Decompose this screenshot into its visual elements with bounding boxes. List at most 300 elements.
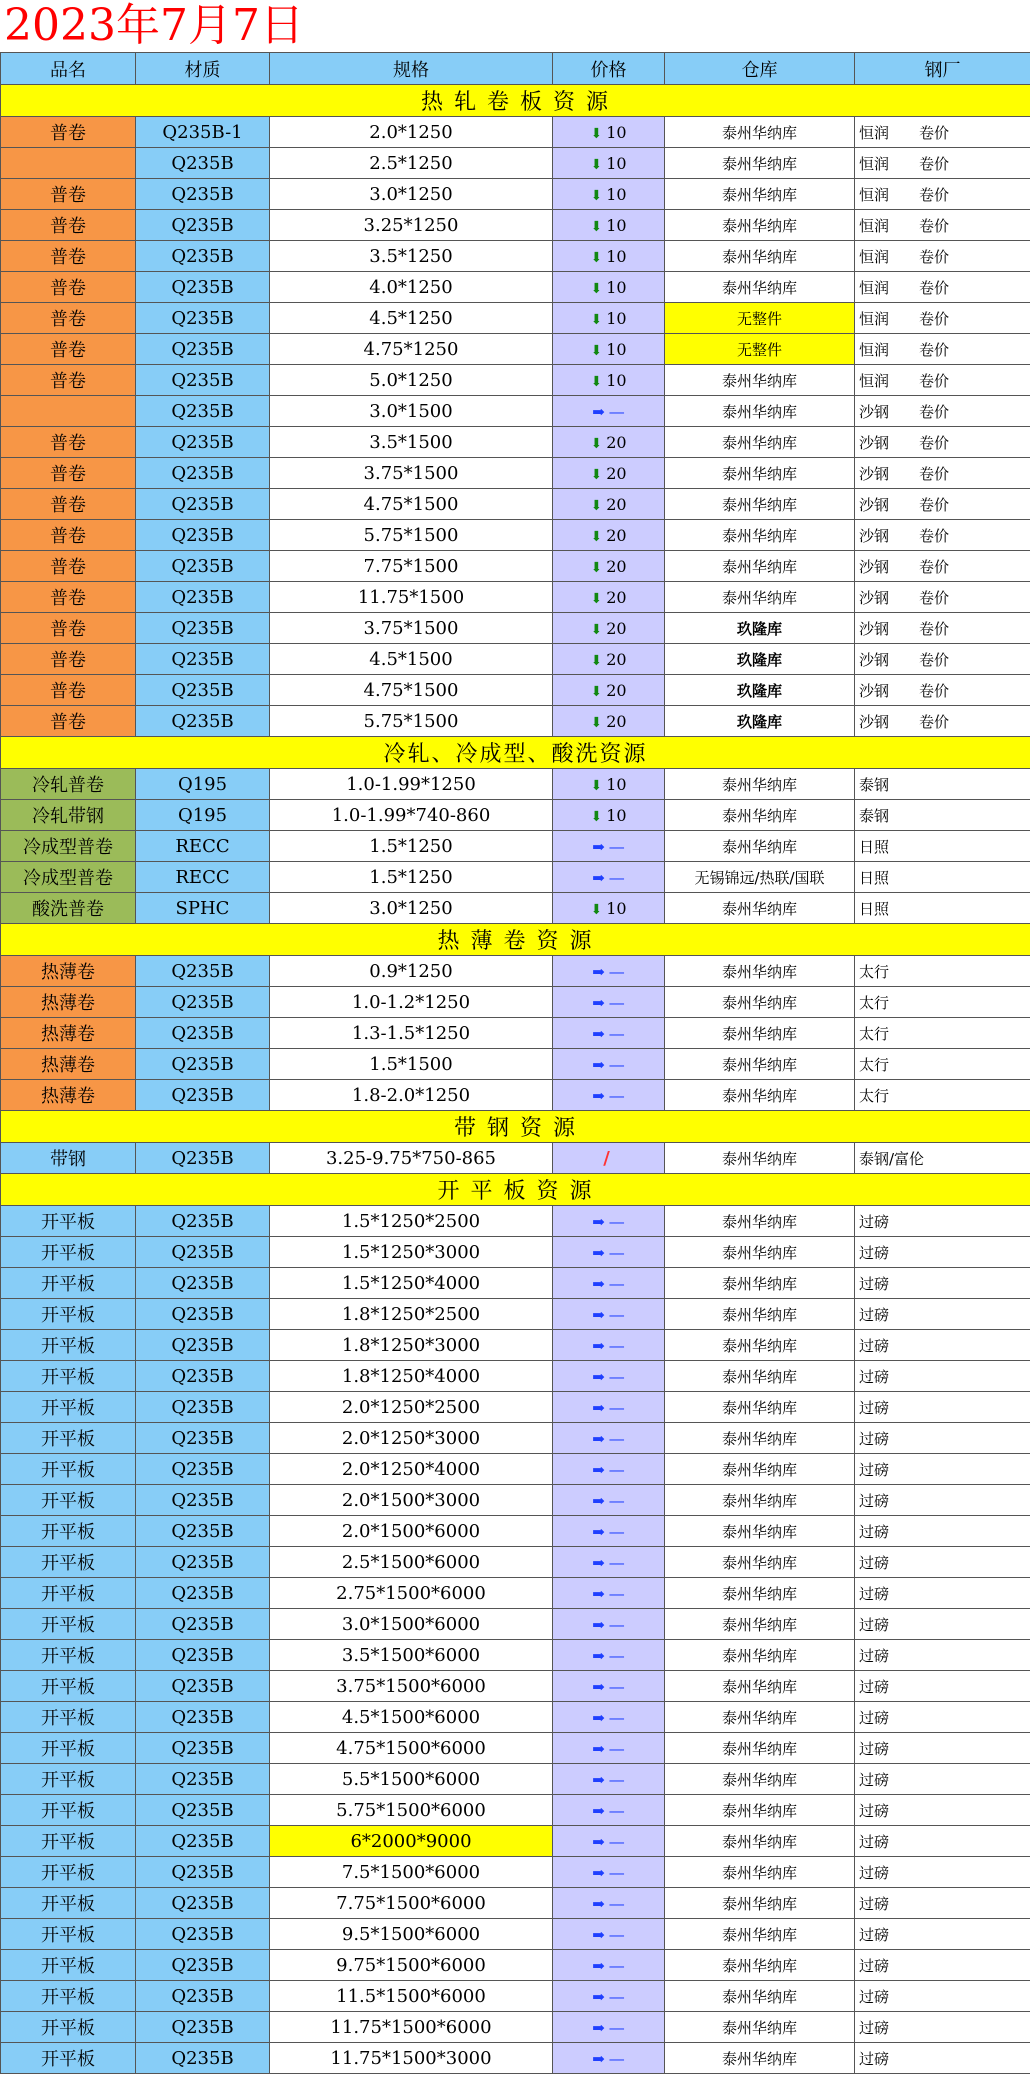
mill-name: 过磅 [859, 1895, 889, 1913]
product-name-cell: 开平板 [1, 1764, 136, 1795]
spec-cell: 3.0*1500*6000 [270, 1609, 553, 1640]
table-row [1, 458, 1030, 489]
product-name-cell: 开平板 [1, 1206, 136, 1237]
warehouse-cell: 泰州华纳库 [665, 210, 855, 241]
price-cell [553, 1361, 665, 1392]
price-basis-label: 卷价 [919, 155, 949, 173]
product-name-cell: 酸洗普卷 [1, 893, 136, 924]
mill-cell [855, 1206, 1030, 1237]
material-cell: Q235B [136, 1981, 270, 2012]
product-name-cell: 开平板 [1, 1640, 136, 1671]
product-name-cell: 开平板 [1, 1888, 136, 1919]
material-cell: Q235B [136, 2012, 270, 2043]
mill-name: 沙钢 [859, 527, 889, 545]
mill-cell [855, 1795, 1030, 1826]
price-change-value: 10 [606, 123, 626, 142]
price-cell [553, 1702, 665, 1733]
right-arrow-icon: ➡ [592, 1864, 605, 1882]
mill-cell [855, 893, 1030, 924]
warehouse-cell: 泰州华纳库 [665, 1981, 855, 2012]
mill-cell [855, 1826, 1030, 1857]
price-cell [553, 458, 665, 489]
price-cell [553, 551, 665, 582]
warehouse-cell: 泰州华纳库 [665, 1392, 855, 1423]
warehouse-cell: 泰州华纳库 [665, 520, 855, 551]
warehouse-cell: 玖隆库 [665, 644, 855, 675]
mill-name: 过磅 [859, 1554, 889, 1572]
material-cell: Q235B [136, 1888, 270, 1919]
price-basis-label: 卷价 [919, 341, 949, 359]
price-cell [553, 1795, 665, 1826]
spec-cell: 1.8*1250*4000 [270, 1361, 553, 1392]
mill-cell [855, 1671, 1030, 1702]
material-cell: Q235B [136, 334, 270, 365]
table-row [1, 520, 1030, 551]
section-title: 冷轧、冷成型、酸洗资源 [1, 737, 1030, 769]
warehouse-cell: 泰州华纳库 [665, 2012, 855, 2043]
price-change-value: — [609, 1305, 625, 1324]
price-cell [553, 1080, 665, 1111]
spec-cell: 11.5*1500*6000 [270, 1981, 553, 2012]
material-cell: Q235B [136, 1764, 270, 1795]
down-arrow-icon: ⬇ [590, 778, 602, 794]
table-row [1, 675, 1030, 706]
warehouse-cell: 泰州华纳库 [665, 1826, 855, 1857]
product-name-cell: 热薄卷 [1, 1049, 136, 1080]
mill-cell [855, 334, 1030, 365]
right-arrow-icon: ➡ [592, 1585, 605, 1603]
table-row [1, 1578, 1030, 1609]
price-change-value: — [609, 868, 625, 887]
price-cell [553, 1206, 665, 1237]
table-row [1, 1485, 1030, 1516]
price-cell [553, 706, 665, 737]
mill-name: 沙钢 [859, 589, 889, 607]
mill-name: 过磅 [859, 1213, 889, 1231]
material-cell: Q235B [136, 1826, 270, 1857]
price-change-value: — [609, 993, 625, 1012]
price-cell [553, 1330, 665, 1361]
warehouse-cell: 泰州华纳库 [665, 458, 855, 489]
spec-cell: 6*2000*9000 [270, 1826, 553, 1857]
right-arrow-icon: ➡ [592, 2019, 605, 2037]
spec-cell: 3.75*1500 [270, 458, 553, 489]
product-name-cell: 普卷 [1, 272, 136, 303]
mill-name: 过磅 [859, 1678, 889, 1696]
price-change-value: — [609, 1491, 625, 1510]
price-basis-label: 卷价 [919, 589, 949, 607]
mill-cell [855, 365, 1030, 396]
section-title: 热 轧 卷 板 资 源 [1, 85, 1030, 117]
price-basis-label: 卷价 [919, 496, 949, 514]
price-cell [553, 396, 665, 427]
table-row [1, 551, 1030, 582]
product-name-cell: 普卷 [1, 675, 136, 706]
warehouse-cell: 泰州华纳库 [665, 148, 855, 179]
table-row [1, 1080, 1030, 1111]
table-row [1, 613, 1030, 644]
price-change-value: — [609, 1770, 625, 1789]
price-change-value: 10 [606, 247, 626, 266]
mill-cell [855, 489, 1030, 520]
material-cell: Q235B [136, 1237, 270, 1268]
mill-cell [855, 1485, 1030, 1516]
material-cell: Q235B [136, 1143, 270, 1174]
mill-cell [855, 582, 1030, 613]
mill-name: 过磅 [859, 1616, 889, 1634]
product-name-cell: 开平板 [1, 1671, 136, 1702]
table-row [1, 117, 1030, 148]
right-arrow-icon: ➡ [592, 403, 605, 421]
price-basis-label: 卷价 [919, 310, 949, 328]
product-name-cell: 开平板 [1, 2012, 136, 2043]
spec-cell: 1.5*1250*3000 [270, 1237, 553, 1268]
spec-cell: 11.75*1500*3000 [270, 2043, 553, 2074]
mill-name: 过磅 [859, 1461, 889, 1479]
section-row [1, 1111, 1030, 1143]
table-row [1, 241, 1030, 272]
header-cell-material: 材质 [136, 53, 270, 85]
table-row [1, 1516, 1030, 1547]
table-row [1, 1702, 1030, 1733]
price-change-value: — [609, 1024, 625, 1043]
mill-cell [855, 1299, 1030, 1330]
product-name-cell: 普卷 [1, 117, 136, 148]
product-name-cell: 开平板 [1, 1857, 136, 1888]
down-arrow-icon: ⬇ [590, 902, 602, 918]
product-name-cell: 普卷 [1, 706, 136, 737]
mill-name: 过磅 [859, 1771, 889, 1789]
product-name-cell: 开平板 [1, 1609, 136, 1640]
material-cell: Q235B [136, 1330, 270, 1361]
price-table [0, 52, 1030, 2074]
price-cell [553, 769, 665, 800]
right-arrow-icon: ➡ [592, 1616, 605, 1634]
price-change-value: — [609, 1460, 625, 1479]
spec-cell: 5.75*1500 [270, 520, 553, 551]
table-row [1, 1764, 1030, 1795]
warehouse-cell: 泰州华纳库 [665, 1299, 855, 1330]
material-cell: Q235B [136, 551, 270, 582]
warehouse-cell: 泰州华纳库 [665, 1516, 855, 1547]
material-cell: Q235B [136, 1392, 270, 1423]
price-cell [553, 675, 665, 706]
warehouse-cell: 泰州华纳库 [665, 769, 855, 800]
price-cell [553, 1857, 665, 1888]
slash-icon: / [603, 1148, 610, 1169]
warehouse-cell: 泰州华纳库 [665, 1361, 855, 1392]
price-cell [553, 427, 665, 458]
mill-cell [855, 769, 1030, 800]
mill-name: 过磅 [859, 1926, 889, 1944]
spec-cell: 5.0*1250 [270, 365, 553, 396]
price-basis-label: 卷价 [919, 713, 949, 731]
right-arrow-icon: ➡ [592, 1895, 605, 1913]
mill-cell [855, 1454, 1030, 1485]
down-arrow-icon: ⬇ [590, 157, 602, 173]
down-arrow-icon: ⬇ [590, 436, 602, 452]
warehouse-cell: 泰州华纳库 [665, 1857, 855, 1888]
mill-cell [855, 2012, 1030, 2043]
right-arrow-icon: ➡ [592, 1368, 605, 1386]
mill-cell [855, 987, 1030, 1018]
table-row [1, 956, 1030, 987]
price-change-value: 20 [606, 619, 626, 638]
section-row [1, 924, 1030, 956]
price-table-body [1, 53, 1030, 2074]
price-change-value: — [609, 1615, 625, 1634]
right-arrow-icon: ➡ [592, 1833, 605, 1851]
price-cell [553, 1516, 665, 1547]
mill-name: 过磅 [859, 1585, 889, 1603]
mill-name: 沙钢 [859, 713, 889, 731]
product-name-cell: 普卷 [1, 489, 136, 520]
material-cell: Q235B [136, 272, 270, 303]
price-change-value: 10 [606, 371, 626, 390]
price-change-value: — [609, 1584, 625, 1603]
table-row [1, 396, 1030, 427]
price-cell [553, 1981, 665, 2012]
price-change-value: — [609, 1894, 625, 1913]
price-basis-label: 卷价 [919, 372, 949, 390]
spec-cell: 4.75*1500 [270, 675, 553, 706]
price-cell [553, 613, 665, 644]
right-arrow-icon: ➡ [592, 1461, 605, 1479]
price-cell [553, 956, 665, 987]
mill-name: 泰钢/富伦 [859, 1150, 924, 1168]
mill-cell [855, 831, 1030, 862]
table-row [1, 582, 1030, 613]
warehouse-cell: 泰州华纳库 [665, 1485, 855, 1516]
material-cell: Q235B [136, 582, 270, 613]
spec-cell: 1.3-1.5*1250 [270, 1018, 553, 1049]
price-cell [553, 1640, 665, 1671]
mill-cell [855, 210, 1030, 241]
down-arrow-icon: ⬇ [590, 809, 602, 825]
spec-cell: 1.8*1250*2500 [270, 1299, 553, 1330]
price-basis-label: 卷价 [919, 403, 949, 421]
mill-cell [855, 458, 1030, 489]
spec-cell: 4.75*1500 [270, 489, 553, 520]
table-row [1, 1361, 1030, 1392]
mill-cell [855, 1049, 1030, 1080]
product-name-cell: 开平板 [1, 1423, 136, 1454]
table-row [1, 1206, 1030, 1237]
material-cell: Q235B [136, 987, 270, 1018]
warehouse-cell: 泰州华纳库 [665, 1330, 855, 1361]
price-change-value: 20 [606, 650, 626, 669]
price-change-value: — [609, 402, 625, 421]
header-cell-spec: 规格 [270, 53, 553, 85]
spec-cell: 1.8*1250*3000 [270, 1330, 553, 1361]
price-change-value: — [609, 1336, 625, 1355]
price-basis-label: 卷价 [919, 217, 949, 235]
table-row [1, 1640, 1030, 1671]
warehouse-cell: 泰州华纳库 [665, 1547, 855, 1578]
price-cell [553, 862, 665, 893]
mill-cell [855, 117, 1030, 148]
material-cell: Q235B [136, 1454, 270, 1485]
table-row [1, 2012, 1030, 2043]
product-name-cell: 普卷 [1, 210, 136, 241]
product-name-cell: 普卷 [1, 644, 136, 675]
spec-cell: 3.25*1250 [270, 210, 553, 241]
price-cell [553, 1888, 665, 1919]
spec-cell: 1.5*1250 [270, 862, 553, 893]
mill-name: 过磅 [859, 2019, 889, 2037]
warehouse-cell: 泰州华纳库 [665, 893, 855, 924]
spec-cell: 2.0*1250*2500 [270, 1392, 553, 1423]
price-change-value: 20 [606, 526, 626, 545]
product-name-cell: 开平板 [1, 1578, 136, 1609]
down-arrow-icon: ⬇ [590, 250, 602, 266]
mill-cell [855, 1981, 1030, 2012]
warehouse-cell: 玖隆库 [665, 613, 855, 644]
warehouse-cell: 泰州华纳库 [665, 1950, 855, 1981]
mill-name: 恒润 [859, 310, 889, 328]
table-row [1, 769, 1030, 800]
material-cell: Q235B [136, 1578, 270, 1609]
material-cell: Q235B [136, 303, 270, 334]
table-row [1, 179, 1030, 210]
price-change-value: — [609, 1801, 625, 1820]
spec-cell: 1.0-1.99*1250 [270, 769, 553, 800]
down-arrow-icon: ⬇ [590, 560, 602, 576]
material-cell: Q235B [136, 1049, 270, 1080]
warehouse-cell: 泰州华纳库 [665, 1080, 855, 1111]
warehouse-cell: 泰州华纳库 [665, 489, 855, 520]
mill-cell [855, 1640, 1030, 1671]
mill-name: 过磅 [859, 1492, 889, 1510]
material-cell: Q235B [136, 1671, 270, 1702]
mill-cell [855, 272, 1030, 303]
section-title: 热 薄 卷 资 源 [1, 924, 1030, 956]
mill-cell [855, 1888, 1030, 1919]
price-change-value: — [609, 1832, 625, 1851]
mill-name: 过磅 [859, 1306, 889, 1324]
warehouse-cell: 泰州华纳库 [665, 1143, 855, 1174]
spec-cell: 2.5*1500*6000 [270, 1547, 553, 1578]
mill-name: 过磅 [859, 1275, 889, 1293]
down-arrow-icon: ⬇ [590, 188, 602, 204]
price-change-value: — [609, 1212, 625, 1231]
price-cell [553, 365, 665, 396]
right-arrow-icon: ➡ [592, 1399, 605, 1417]
price-cell [553, 1049, 665, 1080]
price-change-value: 10 [606, 340, 626, 359]
mill-name: 过磅 [859, 1430, 889, 1448]
product-name-cell: 热薄卷 [1, 956, 136, 987]
price-change-value: — [609, 1553, 625, 1572]
price-cell [553, 303, 665, 334]
mill-cell [855, 1361, 1030, 1392]
right-arrow-icon: ➡ [592, 1025, 605, 1043]
spec-cell: 4.75*1250 [270, 334, 553, 365]
price-cell [553, 2012, 665, 2043]
table-row [1, 1857, 1030, 1888]
product-name-cell: 开平板 [1, 1485, 136, 1516]
table-row [1, 1609, 1030, 1640]
price-cell [553, 520, 665, 551]
material-cell: Q235B [136, 613, 270, 644]
warehouse-cell: 泰州华纳库 [665, 241, 855, 272]
product-name-cell: 开平板 [1, 1795, 136, 1826]
mill-cell [855, 1423, 1030, 1454]
price-cell [553, 148, 665, 179]
material-cell: Q235B [136, 148, 270, 179]
price-cell [553, 1733, 665, 1764]
product-name-cell: 冷成型普卷 [1, 831, 136, 862]
warehouse-cell: 无整件 [665, 334, 855, 365]
price-change-value: 20 [606, 588, 626, 607]
warehouse-cell: 泰州华纳库 [665, 1268, 855, 1299]
material-cell: Q235B [136, 1018, 270, 1049]
table-row [1, 1423, 1030, 1454]
price-change-value: — [609, 1274, 625, 1293]
material-cell: RECC [136, 831, 270, 862]
price-change-value: — [609, 962, 625, 981]
mill-name: 过磅 [859, 1957, 889, 1975]
spec-cell: 4.75*1500*6000 [270, 1733, 553, 1764]
right-arrow-icon: ➡ [592, 1678, 605, 1696]
material-cell: Q235B [136, 1857, 270, 1888]
spec-cell: 2.0*1250 [270, 117, 553, 148]
mill-name: 太行 [859, 1087, 889, 1105]
mill-cell [855, 1080, 1030, 1111]
spec-cell: 5.5*1500*6000 [270, 1764, 553, 1795]
table-row [1, 148, 1030, 179]
product-name-cell: 开平板 [1, 1516, 136, 1547]
table-row [1, 1392, 1030, 1423]
mill-cell [855, 1392, 1030, 1423]
material-cell: Q235B [136, 1640, 270, 1671]
spec-cell: 3.5*1500 [270, 427, 553, 458]
price-basis-label: 卷价 [919, 248, 949, 266]
price-change-value: — [609, 1925, 625, 1944]
material-cell: Q235B [136, 1299, 270, 1330]
price-change-value: — [609, 2049, 625, 2068]
mill-cell [855, 1950, 1030, 1981]
mill-name: 过磅 [859, 1740, 889, 1758]
product-name-cell: 普卷 [1, 365, 136, 396]
price-change-value: 10 [606, 154, 626, 173]
material-cell: Q235B [136, 644, 270, 675]
product-name-cell: 普卷 [1, 334, 136, 365]
spec-cell: 3.0*1250 [270, 893, 553, 924]
product-name-cell: 普卷 [1, 427, 136, 458]
price-cell [553, 1485, 665, 1516]
warehouse-cell: 泰州华纳库 [665, 1423, 855, 1454]
spec-cell: 3.0*1250 [270, 179, 553, 210]
right-arrow-icon: ➡ [592, 994, 605, 1012]
mill-cell [855, 1733, 1030, 1764]
material-cell: Q235B [136, 489, 270, 520]
spec-cell: 9.5*1500*6000 [270, 1919, 553, 1950]
mill-name: 过磅 [859, 1864, 889, 1882]
mill-name: 太行 [859, 994, 889, 1012]
price-basis-label: 卷价 [919, 558, 949, 576]
product-name-cell: 冷轧带钢 [1, 800, 136, 831]
header-cell-warehouse: 仓库 [665, 53, 855, 85]
down-arrow-icon: ⬇ [590, 653, 602, 669]
mill-cell [855, 862, 1030, 893]
right-arrow-icon: ➡ [592, 1213, 605, 1231]
mill-cell [855, 179, 1030, 210]
material-cell: Q235B [136, 458, 270, 489]
price-change-value: 10 [606, 806, 626, 825]
table-row [1, 489, 1030, 520]
material-cell: Q235B [136, 365, 270, 396]
